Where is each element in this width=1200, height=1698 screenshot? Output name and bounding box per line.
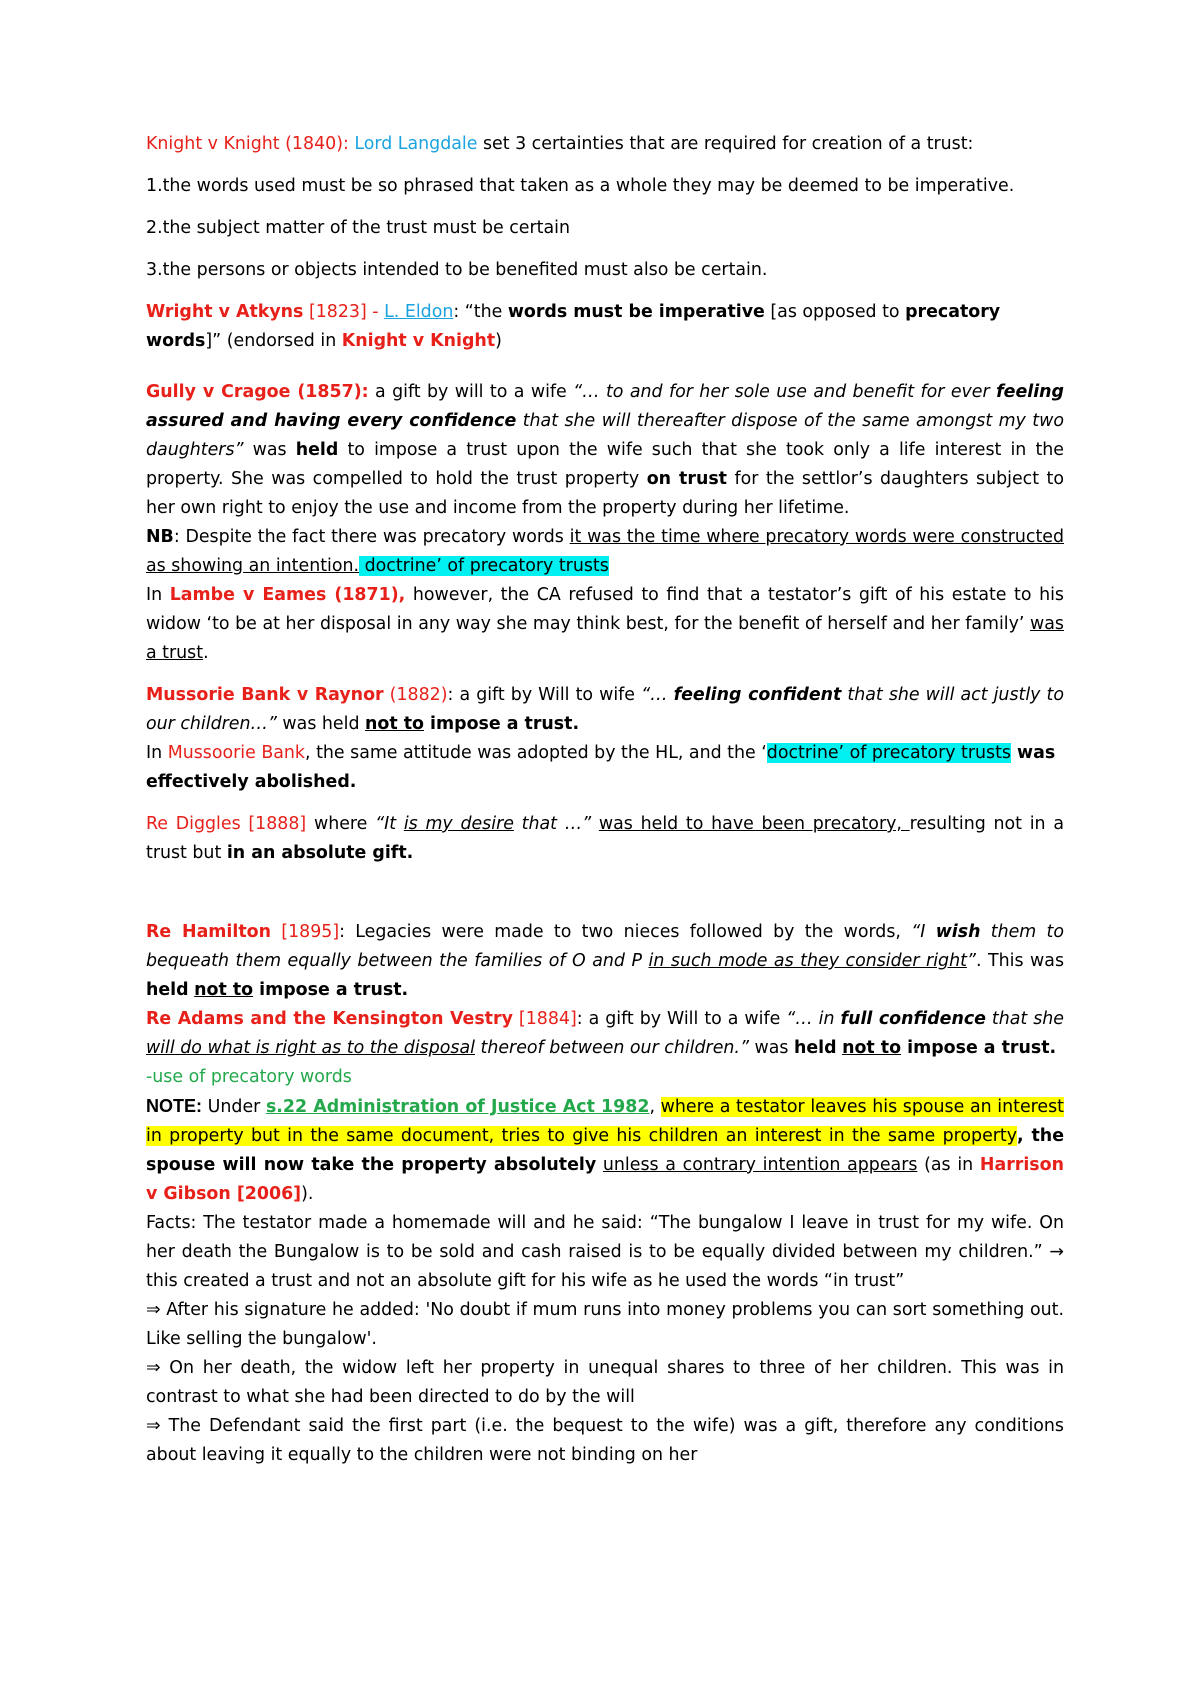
quote: that …”	[513, 814, 592, 834]
quote: that she	[985, 1009, 1065, 1029]
text: was held	[276, 714, 366, 734]
underlined-text: unless a contrary intention appears	[602, 1155, 918, 1175]
quote: ”	[966, 951, 976, 971]
bold-text: , the spouse will now take the property absolutely	[146, 1126, 1064, 1175]
text: : “the	[453, 302, 508, 322]
arrow-point-1: ⇒ After his signature he added: 'No doubt if mum runs into money problems you can sort something out. Like selling the bungalow'.	[146, 1300, 1064, 1349]
quote: that she will act justly to our children…”	[146, 685, 1064, 734]
precatory-words-note: -use of precatory words	[146, 1067, 352, 1087]
text: was	[748, 1038, 794, 1058]
mussoorie-bank-hl-paragraph	[146, 739, 1064, 797]
case-name: Mussorie Bank v Raynor	[146, 685, 384, 705]
quote: “… in	[786, 1009, 841, 1029]
held: held	[295, 440, 339, 460]
case-year: [1823] -	[303, 302, 385, 322]
bold-text: in an absolute gift.	[226, 843, 414, 863]
text: ]” (endorsed in	[205, 331, 342, 351]
quote: “It	[375, 814, 404, 834]
mussorie-bank-paragraph	[146, 681, 1064, 739]
held: held	[146, 980, 189, 1000]
nb-paragraph	[146, 523, 1064, 581]
case-name: Mussoorie Bank	[167, 743, 306, 763]
re-hamilton-paragraph	[146, 918, 1064, 1005]
text: set 3 certainties that are required for creation of a trust:	[477, 134, 974, 154]
highlighted-text: doctrine’ of precatory trusts	[766, 743, 1011, 763]
case-name: Harrison v Gibson	[146, 1155, 1064, 1204]
bold-text: impose a trust.	[424, 714, 580, 734]
quote-underlined: in such mode as they consider right	[648, 951, 967, 971]
arrow-point-2: ⇒ On her death, the widow left her property in unequal shares to three of her children. This was in contrast to what she had been directed to do by the will	[146, 1358, 1064, 1407]
judge-name: Lord Langdale	[354, 134, 478, 154]
text: Under	[202, 1097, 266, 1117]
case-year: [1895]	[271, 922, 340, 942]
quote-underlined: is my desire	[403, 814, 514, 834]
facts-label: Facts:	[146, 1213, 197, 1233]
case-year: [2006]	[230, 1184, 302, 1204]
quote-bold: wish	[935, 922, 981, 942]
case-year: [1884]	[512, 1009, 577, 1029]
underlined-bold: not to	[842, 1038, 902, 1058]
text: however, the CA refused to find that a testator’s gift of his estate to his widow ‘to be at her disposal in any way she may think best, for the benefit of herself and her family’	[146, 585, 1064, 634]
text: where	[306, 814, 376, 834]
certainty-3: 3.the persons or objects intended to be benefited must also be certain.	[146, 260, 768, 280]
re-diggles-paragraph	[146, 810, 1064, 868]
case-name: Wright v Atkyns	[146, 302, 304, 322]
statute-link[interactable]: s.22 Administration of Justice Act 1982	[265, 1097, 650, 1117]
facts-paragraph	[146, 1209, 1064, 1296]
arrow-point-3: ⇒ The Defendant said the first part (i.e. the bequest to the wife) was a gift, therefore any conditions about leaving it equally to the children were not binding on her	[146, 1416, 1064, 1465]
quote-bold: feeling assured and having every confidence	[146, 382, 1064, 431]
case-name: Re Hamilton	[146, 922, 271, 942]
text: : a gift by Will to wife	[447, 685, 642, 705]
bold-text: was effectively abolished.	[146, 743, 1056, 792]
case-name: Knight v Knight (1840):	[146, 134, 355, 154]
case-name: Gully v Cragoe	[146, 382, 291, 402]
text: for the settlor’s daughters subject to her own right to enjoy the use and income from the property during her lifetime.	[146, 469, 1064, 518]
text: resulting not in a trust but	[146, 814, 1064, 863]
document-page	[146, 130, 1064, 1470]
highlighted-text: doctrine’ of precatory trusts	[359, 556, 609, 576]
quote-underlined: will do what is right as to the disposal	[146, 1038, 475, 1058]
quote: thereof between our children.”	[474, 1038, 749, 1058]
text	[596, 1155, 603, 1175]
text: : Despite the fact there was precatory words	[173, 527, 570, 547]
text: In	[146, 585, 170, 605]
quote: “…	[641, 685, 674, 705]
underlined-bold: not to	[365, 714, 424, 734]
held: held	[793, 1038, 837, 1058]
quote-bold: feeling confident	[673, 685, 842, 705]
bold-text: impose a trust.	[253, 980, 409, 1000]
quote: that she will thereafter dispose of the same amongst my two daughters”	[146, 411, 1064, 460]
quote: “I	[911, 922, 936, 942]
text: a gift by will to a wife	[368, 382, 574, 402]
text: [as opposed to	[764, 302, 906, 322]
text: : a gift by Will to a wife	[576, 1009, 787, 1029]
text	[591, 814, 599, 834]
text: In	[146, 743, 168, 763]
underlined-text: it was the time where precatory words were constructed as showing an intention.	[146, 527, 1064, 576]
text: . This was	[975, 951, 1064, 971]
text: to impose a trust upon the wife such that she took only a life interest in the property. She was compelled to hold the trust property	[146, 440, 1064, 489]
text: : Legacies were made to two nieces followed by the words,	[339, 922, 912, 942]
underlined-text: was held to have been precatory,	[598, 814, 910, 834]
highlighted-text: where a testator leaves his spouse an interest in property but in the same document, tries to give his children an interest in the same property	[146, 1097, 1064, 1146]
case-year: [1888]	[240, 814, 307, 834]
bold-text: impose a trust.	[901, 1038, 1057, 1058]
underlined-bold: not to	[194, 980, 254, 1000]
bold-text: words must be imperative	[507, 302, 765, 322]
certainty-1: 1.the words used must be so phrased that taken as a whole they may be deemed to be imperative.	[146, 176, 1015, 196]
nb-label: NB	[146, 527, 174, 547]
case-name: Knight v Knight	[341, 331, 496, 351]
lambe-v-eames-paragraph	[146, 581, 1064, 668]
text: )	[495, 331, 502, 351]
case-name: Re Adams and the Kensington Vestry	[146, 1009, 513, 1029]
bold-text: on trust	[646, 469, 727, 489]
case-name: Lambe v Eames (1871),	[169, 585, 406, 605]
text: (as in	[917, 1155, 980, 1175]
text: The testator made a homemade will and he said: “The bungalow I leave in trust for my wife. On her death the Bungalow is to be sold and cash raised is to be equally divided between my children.” → this created a trust and not an absolute gift for his wife as he used the words “in trust”	[146, 1213, 1064, 1291]
bold-text: precatory words	[146, 302, 1001, 351]
case-year: (1882)	[383, 685, 448, 705]
text: ,	[649, 1097, 661, 1117]
case-year: (1857):	[290, 382, 369, 402]
quote: them to bequeath them equally between the families of O and P	[146, 922, 1065, 971]
note-paragraph	[146, 1092, 1064, 1209]
text: .	[203, 643, 209, 663]
note-label: NOTE:	[146, 1096, 202, 1116]
text: , the same attitude was adopted by the HL, and the ‘	[305, 743, 767, 763]
gully-v-cragoe-paragraph	[146, 378, 1064, 523]
wright-v-atkyns-paragraph	[146, 298, 1064, 356]
text: ).	[301, 1184, 314, 1204]
case-name: Re Diggles	[146, 814, 241, 834]
quote-bold: full confidence	[840, 1009, 986, 1029]
text: was	[243, 440, 296, 460]
knight-v-knight-paragraph	[146, 130, 1064, 159]
quote: “… to and for her sole use and benefit for ever	[573, 382, 997, 402]
judge-name: L. Eldon	[384, 302, 454, 322]
re-adams-paragraph	[146, 1005, 1064, 1063]
underlined-text: was a trust	[146, 614, 1064, 663]
certainty-2: 2.the subject matter of the trust must be certain	[146, 218, 570, 238]
